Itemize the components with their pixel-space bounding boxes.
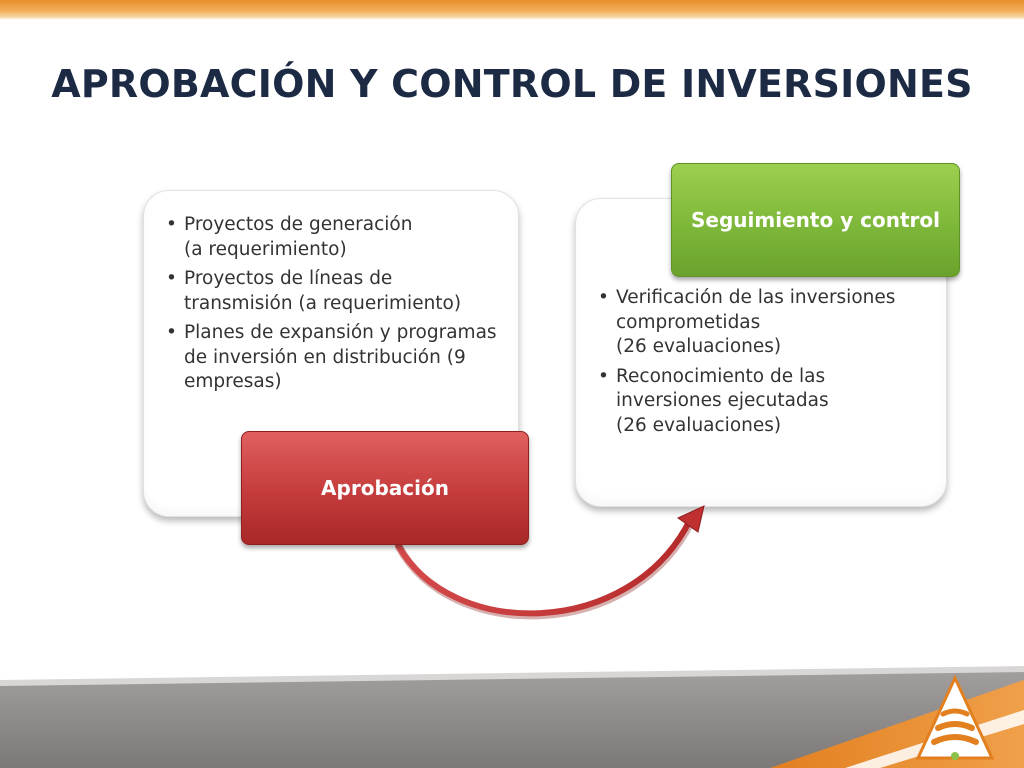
slide-title: APROBACIÓN Y CONTROL DE INVERSIONES (51, 62, 973, 106)
top-accent-band (0, 0, 1024, 20)
bullet-line: • Proyectos de generación (184, 214, 413, 235)
bullet-line: (a requerimiento) (184, 238, 347, 260)
bullet-line: empresas) (184, 371, 282, 392)
bullet-line: • Verificación de las inversiones (616, 287, 896, 308)
arrow-head-icon (678, 506, 704, 532)
bullet-line: • Planes de expansión y programas (184, 322, 497, 343)
bullet-line: inversiones ejecutadas (616, 390, 829, 411)
bullet-item (596, 365, 941, 439)
followup-bullet-list (596, 286, 941, 443)
bullet-line: (26 evaluaciones) (616, 336, 782, 357)
bullet-item (164, 213, 504, 262)
approval-bullet-list (164, 213, 504, 400)
bullet-item (164, 267, 504, 316)
bullet-line: • Proyectos de líneas de (184, 268, 393, 289)
followup-label-box: Seguimiento y control (671, 163, 960, 277)
bullet-line: • Reconocimiento de las (616, 365, 826, 387)
footer-decoration (0, 640, 1024, 768)
bullet-line: (26 evaluaciones) (616, 414, 782, 436)
bullet-line: transmisión (a requerimiento) (184, 292, 462, 314)
bullet-line: de inversión en distribución (9 (184, 346, 466, 368)
approval-label-box: Aprobación (241, 431, 529, 545)
bullet-item (164, 321, 504, 395)
bullet-item (596, 286, 941, 360)
bullet-line: comprometidas (616, 311, 761, 333)
